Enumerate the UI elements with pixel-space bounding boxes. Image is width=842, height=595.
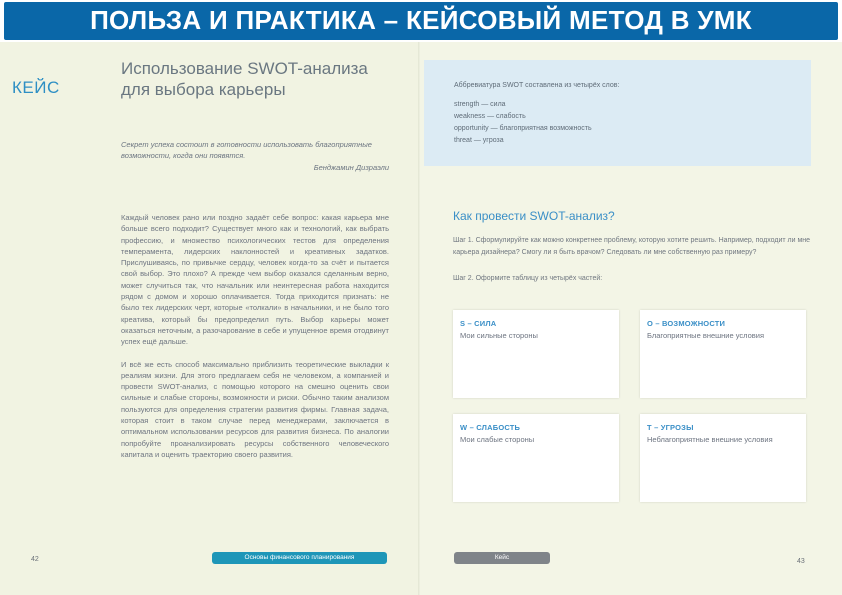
article-title: [121, 58, 401, 100]
slide-title: ПОЛЬЗА И ПРАКТИКА – КЕЙСОВЫЙ МЕТОД В УМК: [90, 5, 752, 35]
book-spread: [0, 42, 842, 595]
left-page: [0, 42, 421, 595]
abbreviation-item: opportunity — благоприятная возможность: [454, 125, 592, 132]
body-paragraph-1: Каждый человек рано или поздно задаёт себе вопрос: какая карьера мне больше всего подходит? Существует много как и технологий, как выбрать профессию, и множество психологических тестов для определения темперамента, лидерских наклонностей и креативных задатков. Прислушиваясь, по привычке сердцу, человек когда-то за счёт и пытается свой выбор. Это плохо? А прежде чем выбор оказался сделанным верно, может случиться так, что начальник или неинтересная работа находится рядом с домом и хорошо оплачивается. Тогда приходится признать: не было тех лидерских черт, которые «толкали» в начальники, и не было того креатива, который бы предопределил путь. Выбор карьеры может оказаться неточным, а разочарование в себе и упущенное время отодвинут успех ещё дальше.: [121, 213, 389, 347]
section-heading: Как провести SWOT-анализ?: [453, 209, 615, 223]
swot-card-title: T – УГРОЗЫ: [647, 423, 694, 432]
abbreviation-box: [424, 60, 811, 166]
page-number-left: 42: [31, 556, 39, 563]
body-paragraph-2: И всё же есть способ максимально приблизить теоретические выкладки к реалиям жизни. Для этого предлагаем себя не человеком, а компанией и провести SWOT-анализ, с помощью которого на смешно оценить свои сильные и слабые стороны, возможности и риски. Обычно таким анализом пользуются для определения стратегии развития фирмы. Главная задача, которая стоит в таком случае перед менеджерами, заключается в оптимальном использовании ресурсов для развития бизнеса. По аналогии попробуйте проанализировать ресурсы собственного человеческого капитала и оценить траекторию своего развития.: [121, 359, 389, 459]
swot-card-title: S – СИЛА: [460, 319, 497, 328]
swot-card-text: Благоприятные внешние условия: [647, 331, 765, 340]
swot-card-opportunities: [640, 310, 806, 398]
section-footer-right: Кейс: [454, 552, 550, 564]
abbreviation-item: threat — угроза: [454, 137, 504, 144]
swot-card-text: Мои слабые стороны: [460, 435, 535, 444]
swot-card-title: O – ВОЗМОЖНОСТИ: [647, 319, 726, 328]
right-page: [421, 42, 842, 595]
steps-text: [453, 235, 813, 300]
step-2: Шаг 2. Оформите таблицу из четырёх частей:: [453, 275, 603, 282]
abbreviation-item: weakness — слабость: [454, 113, 526, 120]
page-number-right: 43: [797, 558, 805, 565]
swot-card-title: W – СЛАБОСТЬ: [460, 423, 521, 432]
swot-card-text: Мои сильные стороны: [460, 331, 538, 340]
slide-banner: [0, 0, 842, 42]
epigraph: Секрет успеха состоит в готовности использовать благоприятные возможности, когда они появятся.: [121, 140, 372, 160]
swot-card-weakness: [453, 414, 619, 502]
step-1: Шаг 1. Сформулируйте как можно конкретнее проблему, которую хотите решить. Например, подходит ли мне карьера дизайнера? Смогу ли я быть врачом? Следовать ли мне собственную раз примеру?: [453, 237, 811, 256]
case-label: КЕЙС: [12, 78, 60, 97]
article-body: [121, 212, 389, 471]
article-title-line1: Использование SWOT-анализа: [121, 59, 368, 78]
swot-card-threats: [640, 414, 806, 502]
article-title-line2: для выбора карьеры: [121, 80, 286, 99]
abbreviation-intro: Аббревиатура SWOT составлена из четырёх слов:: [454, 82, 620, 89]
abbreviation-item: strength — сила: [454, 101, 506, 108]
swot-card-strength: [453, 310, 619, 398]
epigraph-author: Бенджамин Дизраэли: [313, 163, 389, 172]
swot-card-text: Неблагоприятные внешние условия: [647, 435, 773, 444]
section-footer-left: Основы финансового планирования: [212, 552, 387, 564]
